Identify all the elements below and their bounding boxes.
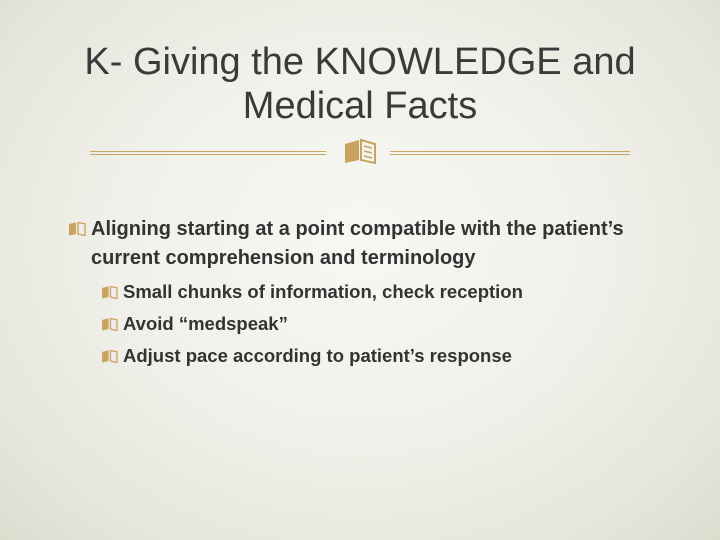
sub-bullet-item-3 bbox=[101, 341, 681, 371]
bullet-item-1 bbox=[68, 215, 678, 273]
book-icon bbox=[342, 138, 378, 164]
book-bullet-icon bbox=[68, 222, 86, 236]
slide-title bbox=[40, 40, 680, 128]
sub-bullet-item-2 bbox=[101, 309, 681, 339]
bullet-item-1-text: Aligning starting at a point compatible with the patient’s current comprehension and terminology bbox=[91, 218, 624, 269]
book-bullet-icon bbox=[101, 286, 118, 299]
divider-line-right bbox=[390, 151, 630, 155]
book-bullet-icon bbox=[101, 350, 118, 363]
sub-bullet-item-1-text: Small chunks of information, check reception bbox=[123, 281, 523, 302]
sub-bullet-item-1 bbox=[101, 277, 681, 307]
sub-bullet-item-3-text: Adjust pace according to patient’s response bbox=[123, 345, 512, 366]
slide-title-line-2: Medical Facts bbox=[242, 85, 478, 127]
sub-bullet-item-2-text: Avoid “medspeak” bbox=[123, 313, 288, 334]
slide-title-line-1: K- Giving the KNOWLEDGE and bbox=[84, 41, 636, 83]
book-bullet-icon bbox=[101, 318, 118, 331]
divider-line-left bbox=[90, 151, 326, 155]
title-divider bbox=[90, 138, 630, 164]
